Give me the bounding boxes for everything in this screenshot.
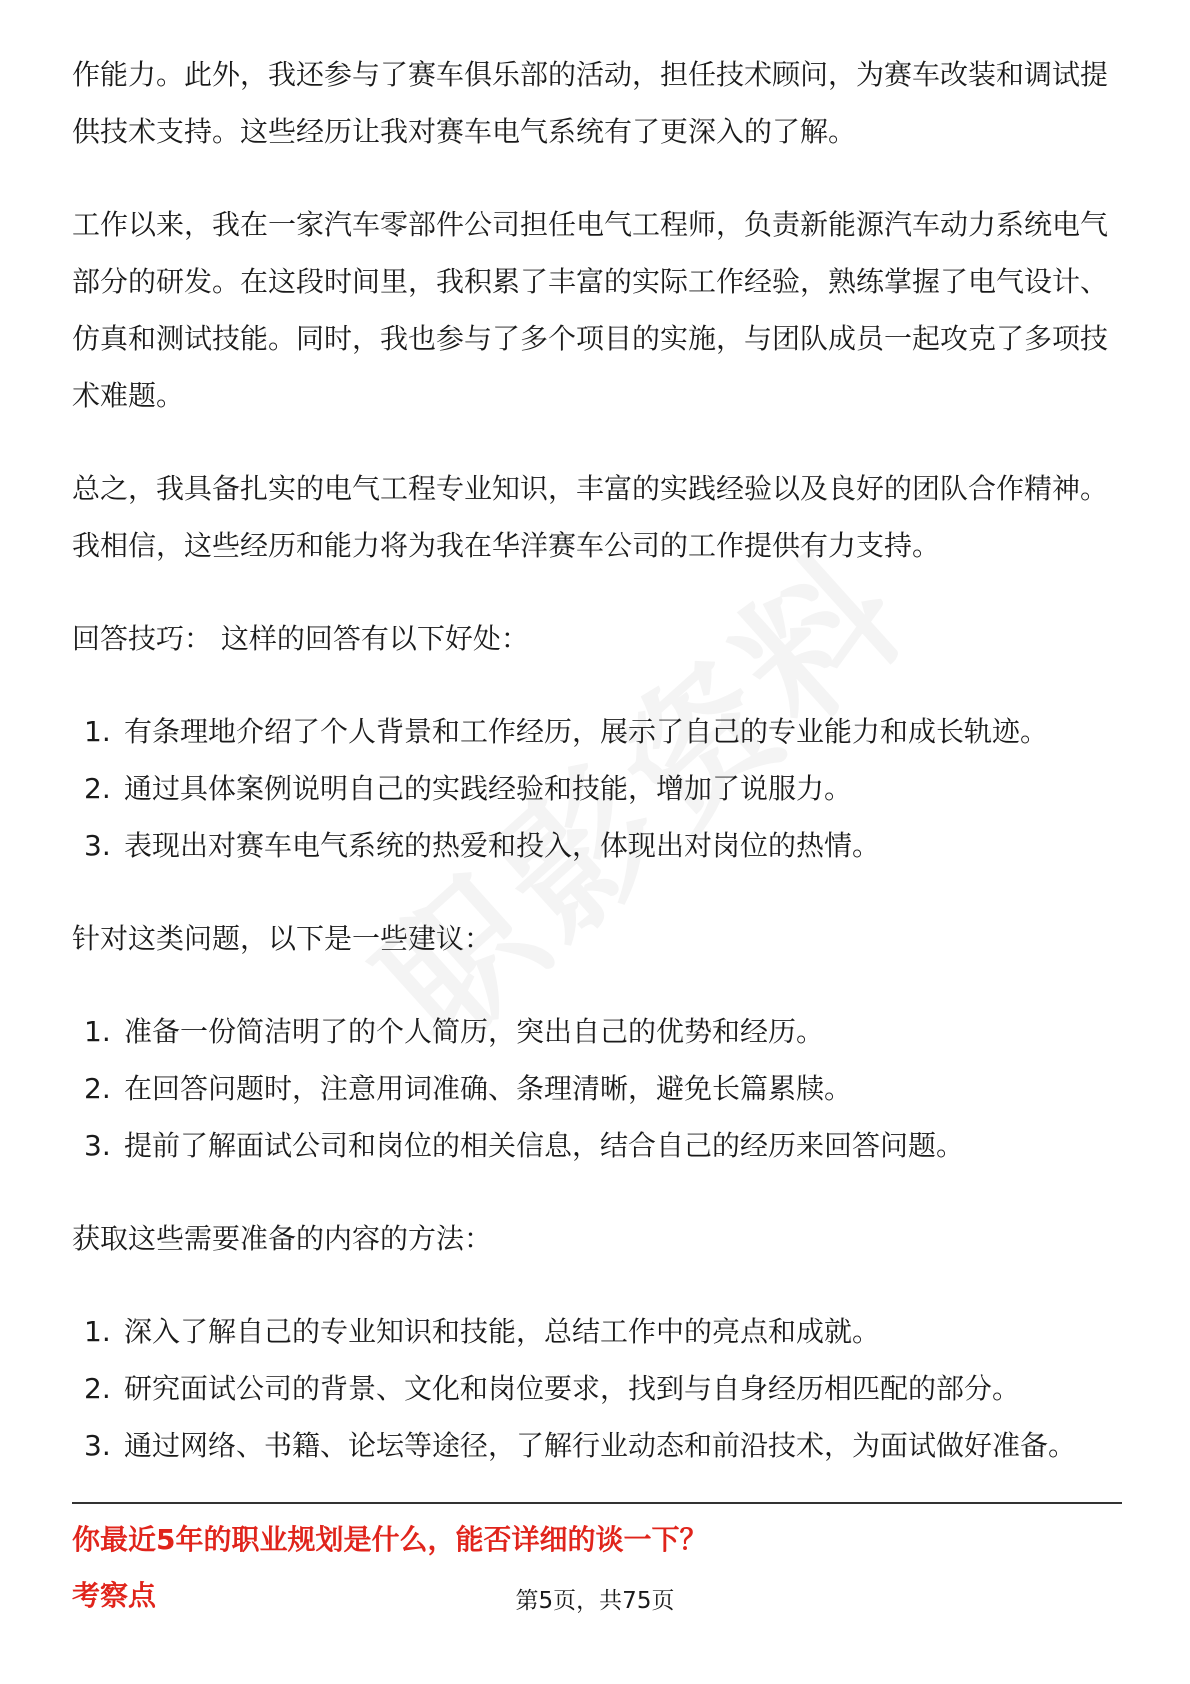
list-item: 2. 在回答问题时，注意用词准确、条理清晰，避免长篇累牍。 bbox=[84, 1072, 853, 1105]
list-item: 3. 通过网络、书籍、论坛等途径，了解行业动态和前沿技术，为面试做好准备。 bbox=[84, 1429, 1077, 1462]
list-item: 1. 深入了解自己的专业知识和技能，总结工作中的亮点和成就。 bbox=[84, 1315, 881, 1348]
question-title: 你最近5年的职业规划是什么，能否详细的谈一下？ bbox=[72, 1523, 708, 1556]
methods-list bbox=[72, 1303, 1122, 1474]
list-item: 3. 提前了解面试公司和岗位的相关信息，结合自己的经历来回答问题。 bbox=[84, 1129, 965, 1162]
tips-intro: 回答技巧： 这样的回答有以下好处： bbox=[72, 622, 529, 655]
paragraph-summary: 总之，我具备扎实的电气工程专业知识，丰富的实践经验以及良好的团队合作精神。我相信，这些经历和能力将为我在华洋赛车公司的工作提供有力支持。 bbox=[72, 472, 1109, 562]
advice-intro: 针对这类问题，以下是一些建议： bbox=[72, 922, 493, 955]
page-content bbox=[72, 46, 1122, 1616]
list-item: 2. 研究面试公司的背景、文化和岗位要求，找到与自身经历相匹配的部分。 bbox=[84, 1372, 1021, 1405]
question-subtitle: 考察点 bbox=[72, 1579, 157, 1612]
methods-intro: 获取这些需要准备的内容的方法： bbox=[72, 1222, 493, 1255]
advice-list bbox=[72, 1003, 1122, 1174]
page-number: 第5页，共75页 bbox=[515, 1588, 675, 1614]
paragraph-work-experience: 工作以来，我在一家汽车零部件公司担任电气工程师，负责新能源汽车动力系统电气部分的研发。在这段时间里，我积累了丰富的实际工作经验，熟练掌握了电气设计、仿真和测试技能。同时，我也参与了多个项目的实施，与团队成员一起攻克了多项技术难题。 bbox=[72, 208, 1109, 412]
benefits-list bbox=[72, 703, 1122, 874]
list-item: 1. 准备一份简洁明了的个人简历，突出自己的优势和经历。 bbox=[84, 1015, 825, 1048]
list-item: 1. 有条理地介绍了个人背景和工作经历，展示了自己的专业能力和成长轨迹。 bbox=[84, 715, 1049, 748]
paragraph-continuation: 作能力。此外，我还参与了赛车俱乐部的活动，担任技术顾问，为赛车改装和调试提供技术支持。这些经历让我对赛车电气系统有了更深入的了解。 bbox=[72, 58, 1109, 148]
list-item: 2. 通过具体案例说明自己的实践经验和技能，增加了说服力。 bbox=[84, 772, 853, 805]
section-divider bbox=[72, 1502, 1122, 1504]
list-item: 3. 表现出对赛车电气系统的热爱和投入，体现出对岗位的热情。 bbox=[84, 829, 881, 862]
